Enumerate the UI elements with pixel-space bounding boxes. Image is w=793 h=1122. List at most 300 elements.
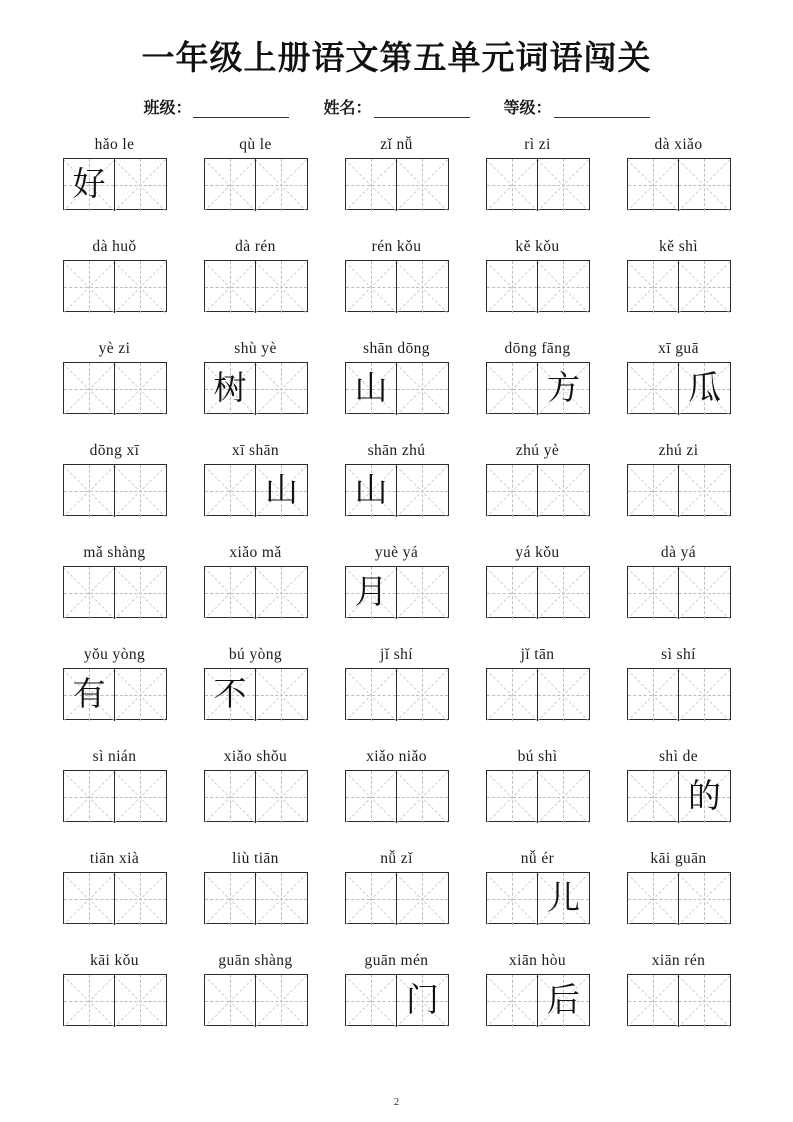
tianzige-pair xyxy=(486,566,590,618)
grid-guide-line xyxy=(346,261,397,313)
grid-guide-line xyxy=(487,567,538,619)
grid-guide-line xyxy=(679,593,729,594)
tianzige-box[interactable] xyxy=(346,465,397,517)
grid-guide-line xyxy=(205,593,256,594)
tianzige-box[interactable] xyxy=(678,465,729,517)
grid-guide-line xyxy=(422,159,423,211)
grid-guide-line xyxy=(255,159,306,211)
tianzige-box[interactable] xyxy=(396,975,447,1027)
tianzige-box[interactable] xyxy=(678,975,729,1027)
grid-guide-line xyxy=(487,771,538,823)
meta-blank-class[interactable] xyxy=(193,103,289,118)
pinyin-label: zǐ nǚ xyxy=(380,136,413,153)
tianzige-box[interactable] xyxy=(537,465,588,517)
tianzige-box[interactable] xyxy=(255,873,306,925)
pinyin-label: dà xiǎo xyxy=(654,136,703,153)
grid-guide-line xyxy=(537,567,588,619)
grid-guide-line xyxy=(230,975,231,1027)
grid-guide-line xyxy=(653,873,654,925)
grid-guide-line xyxy=(281,567,282,619)
tianzige-box[interactable] xyxy=(205,669,256,721)
tianzige-box[interactable] xyxy=(537,975,588,1027)
grid-guide-line xyxy=(396,567,447,619)
tianzige-box[interactable] xyxy=(396,363,447,415)
grid-guide-line xyxy=(628,771,679,823)
tianzige-box[interactable] xyxy=(678,567,729,619)
tianzige-box[interactable] xyxy=(205,159,256,211)
grid-guide-line xyxy=(230,567,231,619)
tianzige-box[interactable] xyxy=(255,975,306,1027)
grid-guide-line xyxy=(281,975,282,1027)
grid-guide-line xyxy=(396,873,447,925)
grid-guide-line xyxy=(371,261,372,313)
tianzige-box[interactable] xyxy=(396,261,447,313)
tianzige-box[interactable] xyxy=(396,567,447,619)
grid-guide-line xyxy=(628,465,679,517)
grid-guide-line xyxy=(114,669,165,721)
tianzige-box[interactable] xyxy=(537,873,588,925)
word-item xyxy=(44,642,185,742)
character-answer: 月 xyxy=(354,574,388,611)
grid-guide-line xyxy=(115,593,165,594)
tianzige-box[interactable] xyxy=(64,771,115,823)
grid-guide-line xyxy=(230,159,231,211)
tianzige-box[interactable] xyxy=(255,261,306,313)
tianzige-box[interactable] xyxy=(678,873,729,925)
pinyin-label: xiǎo shǒu xyxy=(223,748,288,765)
tianzige-box[interactable] xyxy=(346,567,397,619)
tianzige-pair xyxy=(63,158,167,210)
grid-guide-line xyxy=(114,261,165,313)
grid-guide-line xyxy=(255,873,306,925)
tianzige-box[interactable] xyxy=(255,669,306,721)
grid-guide-line xyxy=(678,465,729,517)
grid-guide-line xyxy=(230,261,231,313)
pinyin-label: kāi kǒu xyxy=(90,952,139,969)
grid-guide-line xyxy=(230,465,231,517)
grid-guide-line xyxy=(115,491,165,492)
tianzige-box[interactable] xyxy=(205,465,256,517)
grid-guide-line xyxy=(512,363,513,415)
pinyin-label: liù tiān xyxy=(232,850,279,867)
word-item xyxy=(467,744,608,844)
grid-guide-line xyxy=(255,975,306,1027)
tianzige-box[interactable] xyxy=(114,873,165,925)
tianzige-pair xyxy=(627,872,731,924)
grid-guide-line xyxy=(628,975,679,1027)
tianzige-box[interactable] xyxy=(255,159,306,211)
grid-guide-line xyxy=(537,261,588,313)
tianzige-box[interactable] xyxy=(537,771,588,823)
grid-guide-line xyxy=(205,159,256,211)
grid-guide-line xyxy=(512,873,513,925)
grid-guide-line xyxy=(346,261,397,313)
tianzige-box[interactable] xyxy=(678,771,729,823)
tianzige-box[interactable] xyxy=(346,159,397,211)
tianzige-box[interactable] xyxy=(205,567,256,619)
grid-guide-line xyxy=(255,873,306,925)
pinyin-label: rì zi xyxy=(524,136,551,153)
tianzige-box[interactable] xyxy=(114,669,165,721)
tianzige-box[interactable] xyxy=(487,669,538,721)
tianzige-box[interactable] xyxy=(487,159,538,211)
tianzige-box[interactable] xyxy=(628,975,679,1027)
grid-guide-line xyxy=(678,669,729,721)
tianzige-box[interactable] xyxy=(537,261,588,313)
grid-guide-line xyxy=(628,1001,679,1002)
grid-guide-line xyxy=(397,491,447,492)
word-grid xyxy=(44,132,749,1048)
tianzige-box[interactable] xyxy=(487,465,538,517)
grid-guide-line xyxy=(487,567,538,619)
grid-guide-line xyxy=(346,899,397,900)
tianzige-box[interactable] xyxy=(64,567,115,619)
grid-guide-line xyxy=(487,389,538,390)
tianzige-box[interactable] xyxy=(628,669,679,721)
grid-guide-line xyxy=(140,465,141,517)
tianzige-pair xyxy=(627,362,731,414)
tianzige-pair xyxy=(63,362,167,414)
tianzige-box[interactable] xyxy=(396,669,447,721)
grid-guide-line xyxy=(256,593,306,594)
tianzige-pair xyxy=(486,362,590,414)
tianzige-box[interactable] xyxy=(205,771,256,823)
tianzige-box[interactable] xyxy=(255,465,306,517)
meta-blank-grade[interactable] xyxy=(554,103,650,118)
tianzige-box[interactable] xyxy=(114,465,165,517)
grid-guide-line xyxy=(64,873,115,925)
grid-guide-line xyxy=(256,1001,306,1002)
grid-guide-line xyxy=(678,669,729,721)
word-item xyxy=(44,132,185,232)
grid-guide-line xyxy=(396,567,447,619)
tianzige-box[interactable] xyxy=(628,567,679,619)
grid-guide-line xyxy=(678,261,729,313)
word-item xyxy=(467,336,608,436)
tianzige-pair xyxy=(345,158,449,210)
grid-guide-line xyxy=(255,771,306,823)
tianzige-box[interactable] xyxy=(255,771,306,823)
grid-guide-line xyxy=(255,567,306,619)
tianzige-box[interactable] xyxy=(205,363,256,415)
grid-guide-line xyxy=(396,771,447,823)
tianzige-box[interactable] xyxy=(678,363,729,415)
grid-guide-line xyxy=(537,669,588,721)
grid-guide-line xyxy=(563,159,564,211)
grid-guide-line xyxy=(512,465,513,517)
pinyin-label: xiǎo mǎ xyxy=(229,544,282,561)
student-info-row xyxy=(44,95,749,118)
tianzige-box[interactable] xyxy=(205,975,256,1027)
pinyin-label: xiān hòu xyxy=(508,952,566,969)
word-item xyxy=(467,132,608,232)
grid-guide-line xyxy=(487,261,538,313)
tianzige-box[interactable] xyxy=(64,873,115,925)
tianzige-box[interactable] xyxy=(64,465,115,517)
tianzige-pair xyxy=(627,770,731,822)
grid-guide-line xyxy=(64,287,115,288)
tianzige-box[interactable] xyxy=(537,159,588,211)
grid-guide-line xyxy=(346,159,397,211)
word-item xyxy=(44,540,185,640)
tianzige-pair xyxy=(486,158,590,210)
tianzige-box[interactable] xyxy=(487,261,538,313)
grid-guide-line xyxy=(396,873,447,925)
tianzige-box[interactable] xyxy=(628,873,679,925)
grid-guide-line xyxy=(114,465,165,517)
pinyin-label: hǎo le xyxy=(94,136,135,153)
meta-label-class: 班级： xyxy=(143,100,192,117)
tianzige-box[interactable] xyxy=(396,873,447,925)
tianzige-box[interactable] xyxy=(114,975,165,1027)
tianzige-pair xyxy=(204,260,308,312)
tianzige-box[interactable] xyxy=(628,465,679,517)
grid-guide-line xyxy=(537,465,588,517)
grid-guide-line xyxy=(281,261,282,313)
pinyin-label: kě shì xyxy=(659,238,698,255)
tianzige-box[interactable] xyxy=(678,669,729,721)
grid-guide-line xyxy=(653,567,654,619)
tianzige-box[interactable] xyxy=(346,873,397,925)
character-answer: 山 xyxy=(354,370,388,407)
grid-guide-line xyxy=(538,695,588,696)
tianzige-box[interactable] xyxy=(396,465,447,517)
tianzige-box[interactable] xyxy=(537,669,588,721)
grid-guide-line xyxy=(653,771,654,823)
grid-guide-line xyxy=(114,669,165,721)
pinyin-label: sì shí xyxy=(661,646,696,663)
tianzige-box[interactable] xyxy=(64,363,115,415)
word-item xyxy=(467,642,608,742)
grid-guide-line xyxy=(422,669,423,721)
grid-guide-line xyxy=(422,873,423,925)
grid-guide-line xyxy=(114,771,165,823)
grid-guide-line xyxy=(512,975,513,1027)
grid-guide-line xyxy=(628,363,679,415)
grid-guide-line xyxy=(396,465,447,517)
grid-guide-line xyxy=(678,567,729,619)
character-answer: 树 xyxy=(213,370,247,407)
tianzige-box[interactable] xyxy=(64,261,115,313)
character-answer: 好 xyxy=(72,166,106,203)
grid-guide-line xyxy=(114,975,165,1027)
grid-guide-line xyxy=(653,975,654,1027)
grid-guide-line xyxy=(205,797,256,798)
grid-guide-line xyxy=(487,287,538,288)
word-item xyxy=(185,438,326,538)
grid-guide-line xyxy=(371,771,372,823)
grid-guide-line xyxy=(678,873,729,925)
grid-guide-line xyxy=(396,669,447,721)
grid-guide-line xyxy=(678,567,729,619)
grid-guide-line xyxy=(114,159,165,211)
grid-guide-line xyxy=(678,159,729,211)
tianzige-pair xyxy=(204,566,308,618)
grid-guide-line xyxy=(64,363,115,415)
meta-label-grade: 等级： xyxy=(503,100,552,117)
grid-guide-line xyxy=(653,363,654,415)
tianzige-box[interactable] xyxy=(114,261,165,313)
grid-guide-line xyxy=(205,771,256,823)
tianzige-pair xyxy=(63,260,167,312)
tianzige-box[interactable] xyxy=(255,567,306,619)
tianzige-box[interactable] xyxy=(64,975,115,1027)
tianzige-pair xyxy=(63,566,167,618)
grid-guide-line xyxy=(114,873,165,925)
grid-guide-line xyxy=(628,261,679,313)
grid-guide-line xyxy=(64,465,115,517)
grid-guide-line xyxy=(64,465,115,517)
grid-guide-line xyxy=(704,159,705,211)
grid-guide-line xyxy=(115,797,165,798)
tianzige-box[interactable] xyxy=(114,567,165,619)
tianzige-box[interactable] xyxy=(255,363,306,415)
grid-guide-line xyxy=(64,261,115,313)
grid-guide-line xyxy=(346,695,397,696)
word-item xyxy=(467,438,608,538)
grid-guide-line xyxy=(89,567,90,619)
tianzige-box[interactable] xyxy=(678,261,729,313)
tianzige-pair xyxy=(627,974,731,1026)
tianzige-pair xyxy=(627,158,731,210)
word-item xyxy=(185,132,326,232)
tianzige-box[interactable] xyxy=(628,771,679,823)
grid-guide-line xyxy=(255,159,306,211)
tianzige-pair xyxy=(627,566,731,618)
grid-guide-line xyxy=(89,873,90,925)
grid-guide-line xyxy=(704,567,705,619)
grid-guide-line xyxy=(205,567,256,619)
tianzige-pair xyxy=(345,260,449,312)
grid-guide-line xyxy=(89,363,90,415)
tianzige-box[interactable] xyxy=(396,771,447,823)
grid-guide-line xyxy=(205,873,256,925)
grid-guide-line xyxy=(487,669,538,721)
grid-guide-line xyxy=(114,567,165,619)
grid-guide-line xyxy=(487,873,538,925)
grid-guide-line xyxy=(140,771,141,823)
tianzige-box[interactable] xyxy=(678,159,729,211)
grid-guide-line xyxy=(628,465,679,517)
grid-guide-line xyxy=(346,771,397,823)
grid-guide-line xyxy=(537,669,588,721)
tianzige-box[interactable] xyxy=(205,261,256,313)
word-item xyxy=(608,948,749,1048)
word-item xyxy=(467,846,608,946)
grid-guide-line xyxy=(628,797,679,798)
tianzige-box[interactable] xyxy=(205,873,256,925)
tianzige-box[interactable] xyxy=(487,975,538,1027)
tianzige-box[interactable] xyxy=(114,771,165,823)
grid-guide-line xyxy=(487,363,538,415)
tianzige-box[interactable] xyxy=(114,363,165,415)
word-item xyxy=(467,948,608,1048)
grid-guide-line xyxy=(64,975,115,1027)
tianzige-box[interactable] xyxy=(628,159,679,211)
tianzige-box[interactable] xyxy=(346,669,397,721)
tianzige-box[interactable] xyxy=(346,363,397,415)
grid-guide-line xyxy=(396,159,447,211)
pinyin-label: kāi guān xyxy=(650,850,707,867)
grid-guide-line xyxy=(397,185,447,186)
grid-guide-line xyxy=(64,389,115,390)
grid-guide-line xyxy=(487,185,538,186)
grid-guide-line xyxy=(487,465,538,517)
tianzige-box[interactable] xyxy=(487,363,538,415)
meta-blank-name[interactable] xyxy=(374,103,470,118)
grid-guide-line xyxy=(396,669,447,721)
grid-guide-line xyxy=(563,669,564,721)
grid-guide-line xyxy=(628,261,679,313)
pinyin-label: jǐ tān xyxy=(520,646,555,663)
tianzige-box[interactable] xyxy=(537,363,588,415)
grid-guide-line xyxy=(628,669,679,721)
tianzige-box[interactable] xyxy=(396,159,447,211)
pinyin-label: xī shān xyxy=(231,442,280,459)
grid-guide-line xyxy=(628,873,679,925)
meta-label-name: 姓名： xyxy=(323,100,372,117)
grid-guide-line xyxy=(653,669,654,721)
grid-guide-line xyxy=(487,669,538,721)
word-item xyxy=(608,744,749,844)
tianzige-box[interactable] xyxy=(346,261,397,313)
grid-guide-line xyxy=(64,899,115,900)
grid-guide-line xyxy=(89,975,90,1027)
grid-guide-line xyxy=(115,287,165,288)
page-title: 一年级上册语文第五单元词语闯关 xyxy=(141,41,652,77)
tianzige-box[interactable] xyxy=(628,261,679,313)
grid-guide-line xyxy=(679,1001,729,1002)
tianzige-box[interactable] xyxy=(537,567,588,619)
word-item xyxy=(44,846,185,946)
pinyin-label: yǒu yòng xyxy=(83,646,146,663)
tianzige-box[interactable] xyxy=(114,159,165,211)
grid-guide-line xyxy=(422,465,423,517)
grid-guide-line xyxy=(396,159,447,211)
grid-guide-line xyxy=(205,465,256,517)
grid-guide-line xyxy=(653,159,654,211)
tianzige-box[interactable] xyxy=(487,873,538,925)
grid-guide-line xyxy=(397,389,447,390)
grid-guide-line xyxy=(487,159,538,211)
grid-guide-line xyxy=(512,567,513,619)
tianzige-box[interactable] xyxy=(346,771,397,823)
grid-guide-line xyxy=(538,491,588,492)
grid-guide-line xyxy=(115,695,165,696)
tianzige-pair xyxy=(204,464,308,516)
grid-guide-line xyxy=(704,873,705,925)
tianzige-box[interactable] xyxy=(64,669,115,721)
tianzige-box[interactable] xyxy=(64,159,115,211)
meta-field-grade xyxy=(504,95,650,118)
tianzige-box[interactable] xyxy=(487,567,538,619)
tianzige-pair xyxy=(345,362,449,414)
word-item xyxy=(326,132,467,232)
grid-guide-line xyxy=(396,363,447,415)
grid-guide-line xyxy=(628,491,679,492)
pinyin-label: mǎ shàng xyxy=(83,544,146,561)
tianzige-box[interactable] xyxy=(346,975,397,1027)
tianzige-box[interactable] xyxy=(628,363,679,415)
character-answer: 山 xyxy=(264,472,298,509)
tianzige-box[interactable] xyxy=(487,771,538,823)
grid-guide-line xyxy=(537,159,588,211)
grid-guide-line xyxy=(679,899,729,900)
pinyin-label: shān zhú xyxy=(367,442,426,459)
grid-guide-line xyxy=(256,287,306,288)
grid-guide-line xyxy=(678,975,729,1027)
word-item xyxy=(185,234,326,334)
